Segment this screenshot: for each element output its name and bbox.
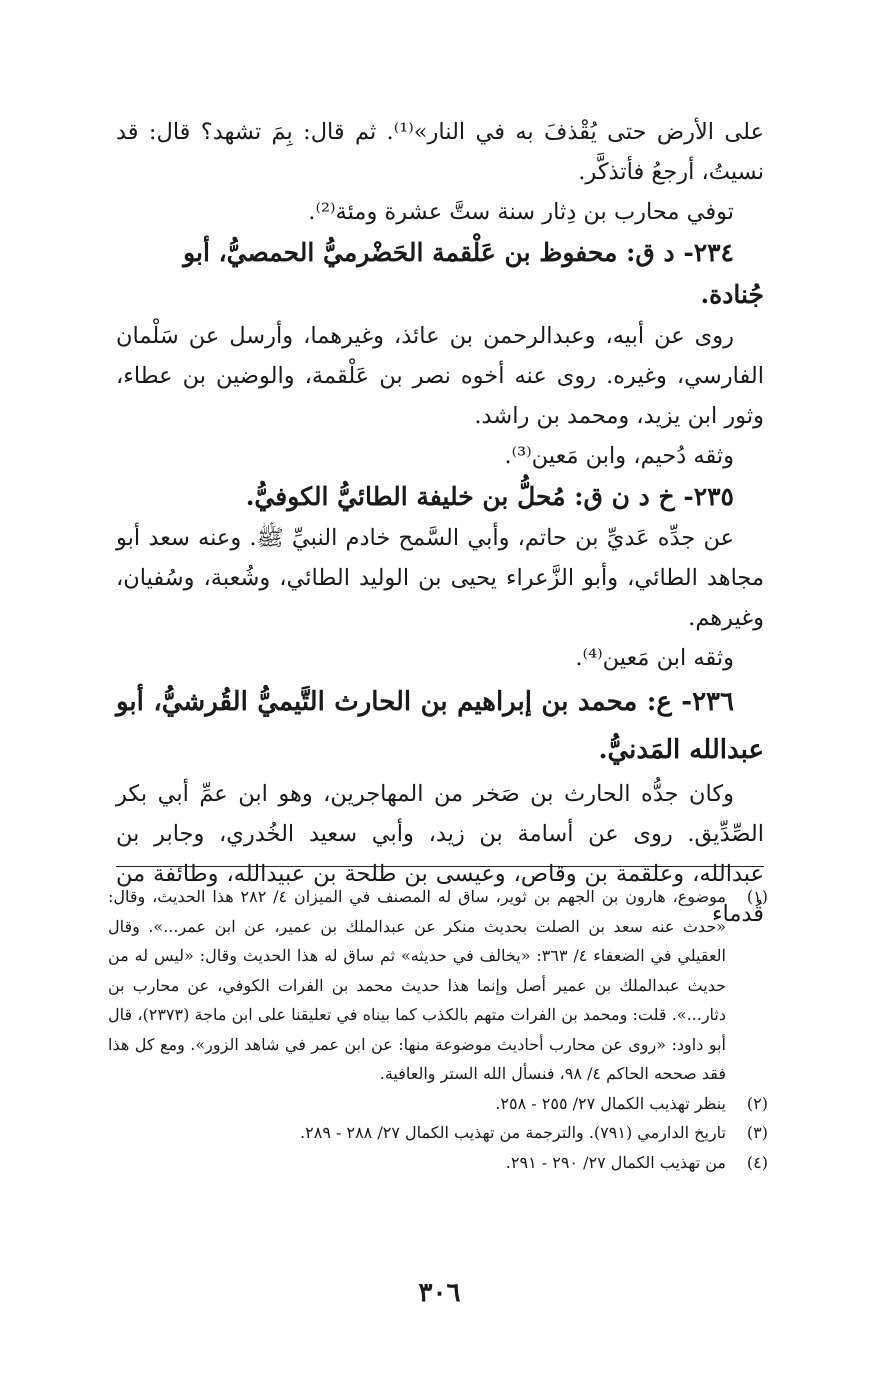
page-number: ٣٠٦ — [418, 1278, 461, 1308]
footnote-number: (١) — [746, 887, 768, 906]
footnote-2 — [108, 1089, 768, 1119]
entry-heading-235: ٢٣٥- خ د ن ق: مُحلُّ بن خليفة الطائيُّ الكوفيُّ. — [245, 482, 734, 511]
footnote-text: من تهذيب الكمال ٢٧/ ٢٩٠ - ٢٩١. — [505, 1152, 726, 1172]
footnote-4 — [108, 1148, 768, 1178]
paragraph: وكان جدُّه الحارث بن صَخر من المهاجرين، وهو ابن عمِّ أبي بكر الصِّدِّيق. روى عن أسامة بن زيد، وأبي سعيد الخُدري، وجابر بن عبدالله، وعلقمة بن وقاص، وعيسى بن طلحة بن عبيدالله، وطائفة من قُدماء — [116, 781, 764, 927]
paragraph: وثقه ابن مَعين⁽⁴⁾. — [575, 645, 734, 671]
paragraph: وثقه دُحيم، وابن مَعين⁽³⁾. — [504, 443, 734, 469]
paragraph: عن جدِّه عَديِّ بن حاتم، وأبي السَّمح خادم النبيِّ ﷺ. وعنه سعد أبو مجاهد الطائي، وأبو الزَّعراء يحيى بن الوليد الطائي، وشُعبة، وسُفيان، وغيرهم. — [116, 525, 764, 631]
footnotes — [108, 882, 768, 1177]
footnote-number: (٢) — [746, 1093, 768, 1113]
footnote-text: تاريخ الدارمي (٧٩١). والترجمة من تهذيب الكمال ٢٧/ ٢٨٨ - ٢٨٩. — [300, 1123, 726, 1142]
footnote-text: موضوع، هارون بن الجهم بن ثوير، ساق له المصنف في الميزان ٤/ ٢٨٢ هذا الحديث، وقال: «حدث عنه سعد بن الصلت بحديث منكر عن عبدالملك بن عمير، عن ابن عمر...». وقال العقيلي في الضعفاء ٤/ ٣٦٣: «يخالف في حديثه» ثم ساق له هذا الحديث وقال: «ليس له من حديث عبدالملك بن عمير أصل وإنما هذا حديث محمد بن الفرات الكوفي، عن محارب بن دثار...». قلت: ومحمد بن الفرات متهم بالكذب كما بيناه في تعليقنا على ابن ماجة (٢٣٧٣)، قال أبو داود: «روى عن محارب أحاديث موضوعة منها: عن ابن عمر في شاهد الزور». ومع كل هذا فقد صححه الحاكم ٤/ ٩٨، فنسأل الله الستر والعافية. — [108, 887, 727, 1083]
footnote-number: (٣) — [746, 1123, 768, 1142]
entry-heading-236: ٢٣٦- ع: محمد بن إبراهيم بن الحارث التَّيميُّ القُرشيُّ، أبو عبدالله المَدنيُّ. — [116, 687, 764, 765]
footnote-1 — [108, 882, 768, 1089]
paragraph: على الأرض حتى يُقْذفَ به في النار»⁽¹⁾. ثم قال: بِمَ تشهد؟ قال: قد نسيتُ، أرجعُ فأتذكَّر. — [116, 119, 764, 185]
footnote-text: ينظر تهذيب الكمال ٢٧/ ٢٥٥ - ٢٥٨. — [495, 1093, 726, 1113]
main-text — [116, 112, 764, 934]
footnote-number: (٤) — [746, 1152, 768, 1172]
footnote-3 — [108, 1118, 768, 1148]
paragraph: روى عن أبيه، وعبدالرحمن بن عائذ، وغيرهما، وأرسل عن سَلْمان الفارسي، وغيره. روى عنه أخوه نصر بن عَلْقمة، والوضين بن عطاء، وثور ابن يزيد، ومحمد بن راشد. — [116, 323, 764, 429]
footnote-separator — [116, 866, 764, 867]
entry-heading-234: ٢٣٤- د ق: محفوظ بن عَلْقمة الحَضْرميُّ الحمصيُّ، أبو جُنادة. — [183, 238, 764, 309]
paragraph: توفي محارب بن دِثار سنة ستَّ عشرة ومئة⁽²⁾. — [308, 199, 734, 225]
